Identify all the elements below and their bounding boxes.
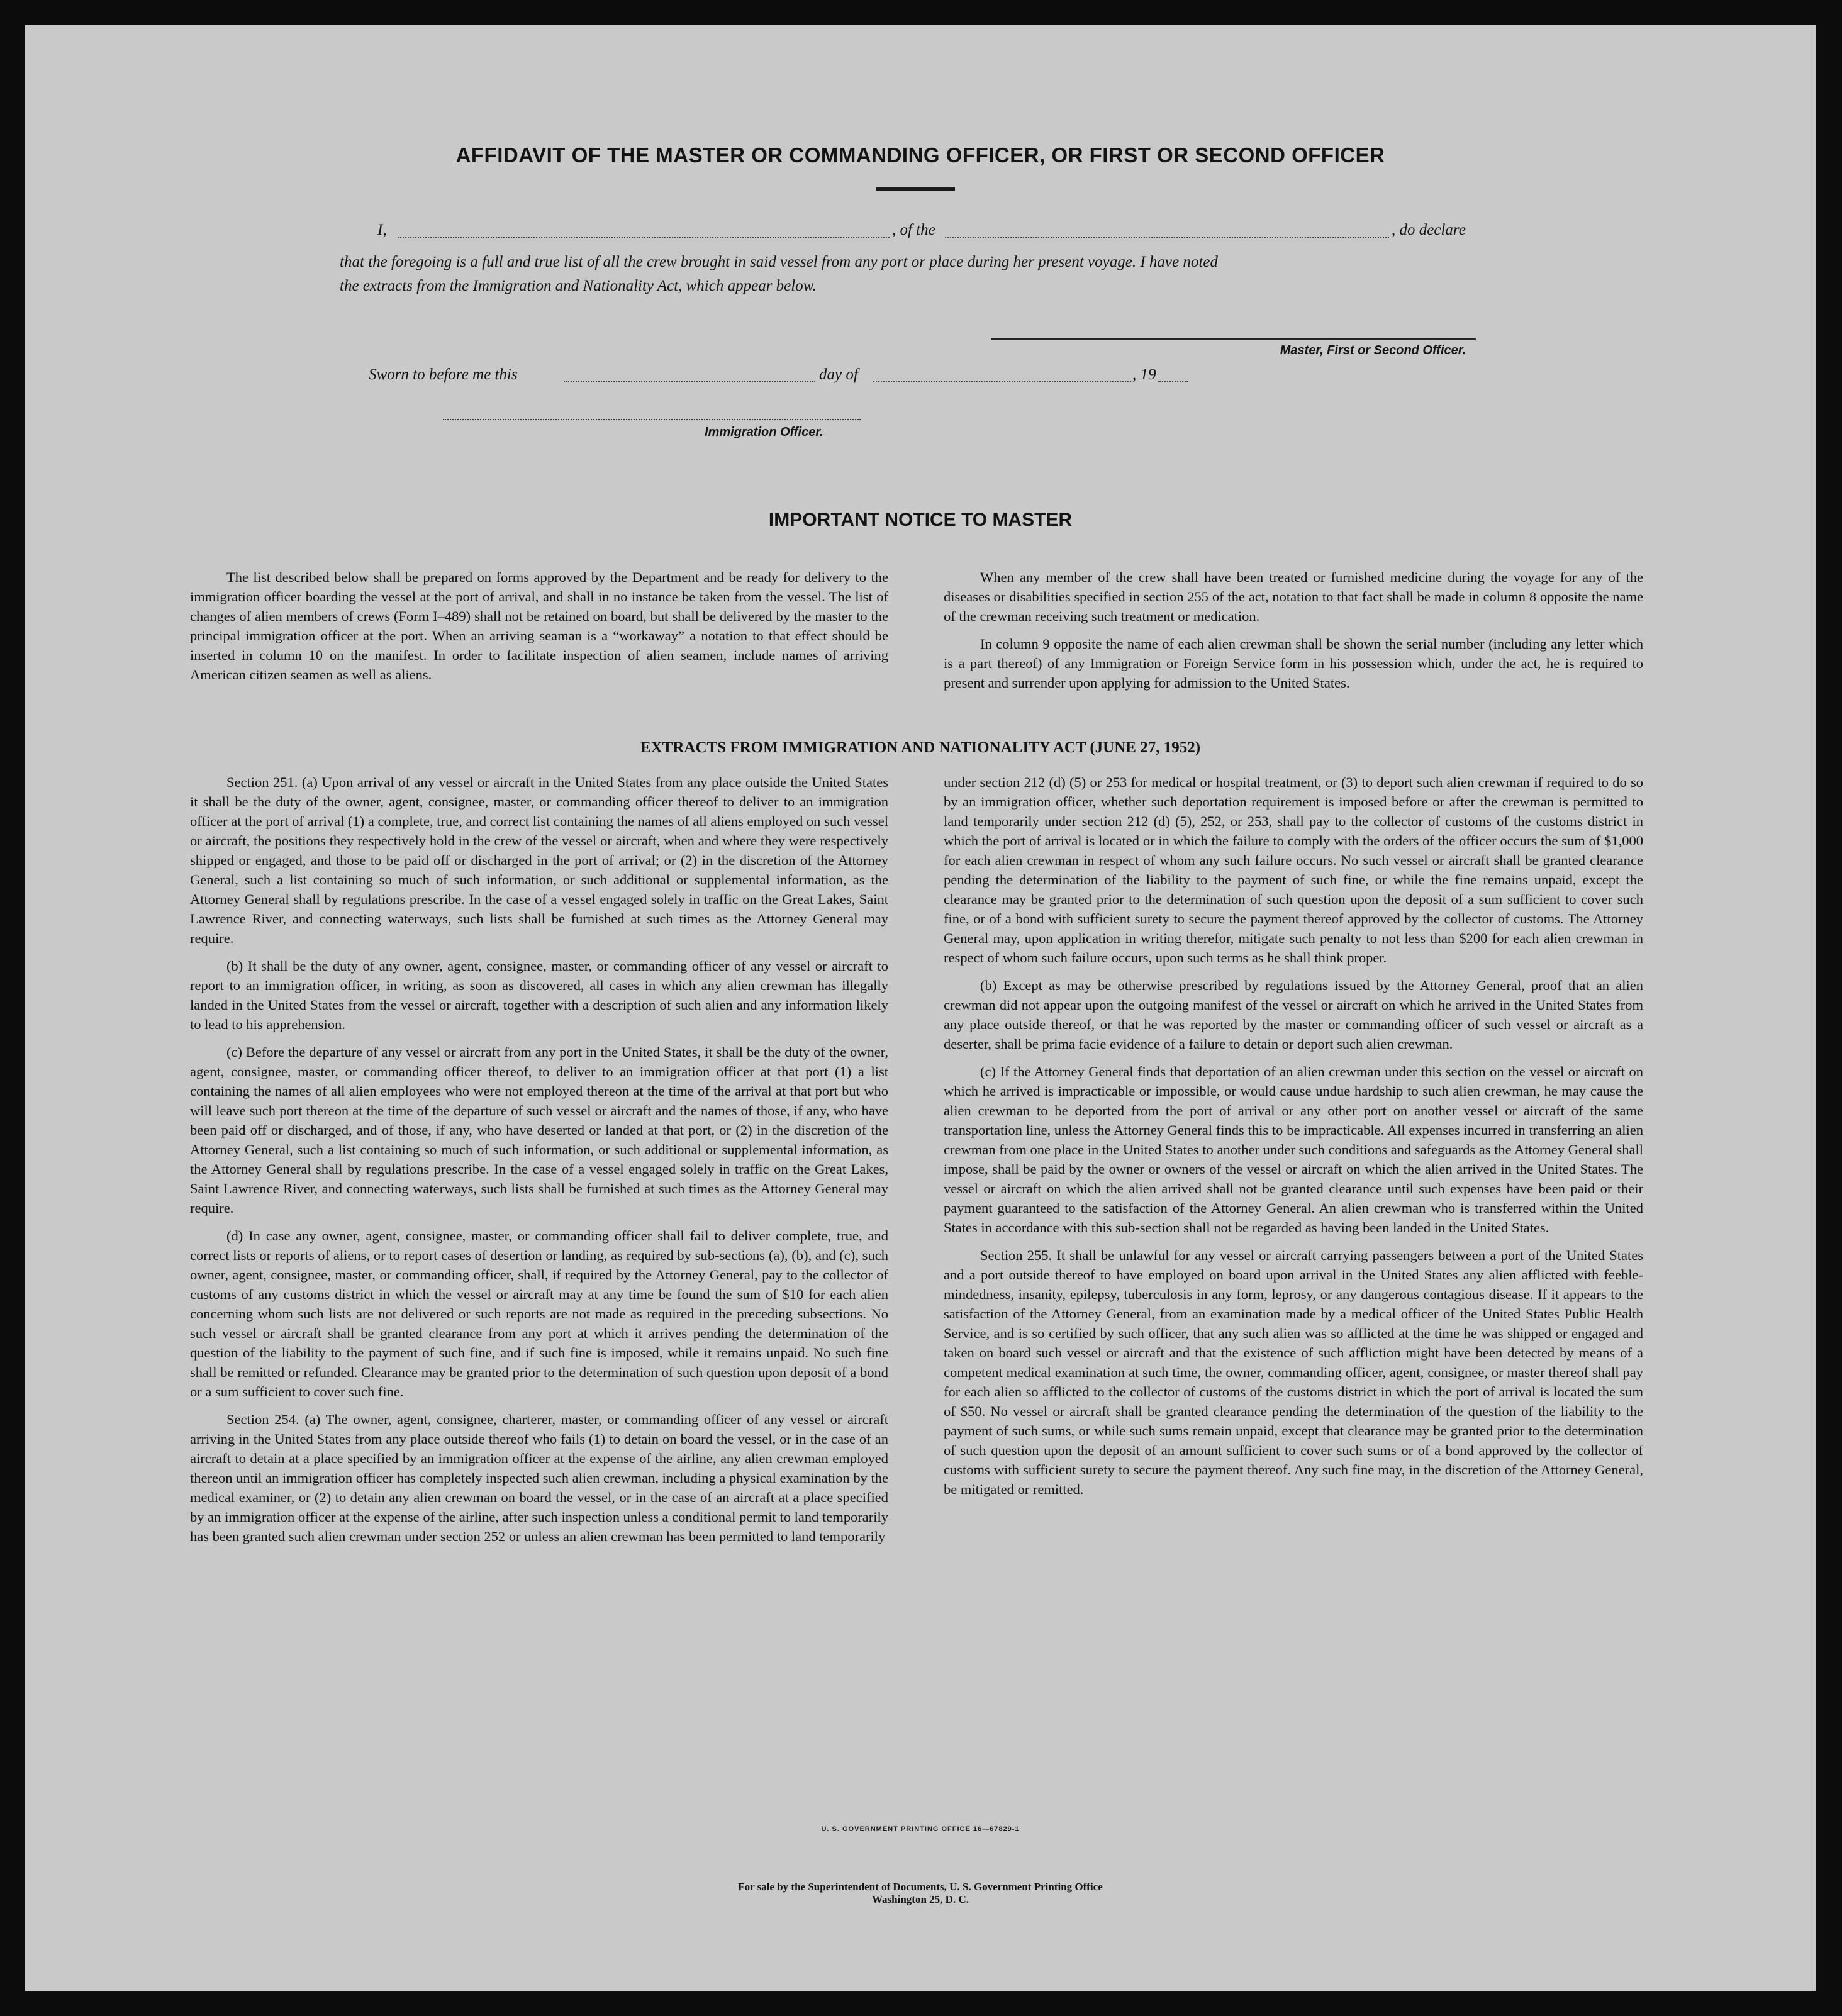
affidavit-title: AFFIDAVIT OF THE MASTER OR COMMANDING OFFICER, OR FIRST OR SECOND OFFICER (455, 143, 1385, 167)
name-field-line[interactable] (398, 237, 890, 238)
gpo-imprint: U. S. GOVERNMENT PRINTING OFFICE 16—67829-1 (821, 1825, 1020, 1833)
master-signature-line[interactable] (991, 338, 1476, 340)
extracts-title: EXTRACTS FROM IMMIGRATION AND NATIONALITY ACT (JUNE 27, 1952) (640, 739, 1201, 756)
title-underline (876, 187, 955, 191)
i-label: I, (377, 221, 387, 238)
section-251-b: (b) It shall be the duty of any owner, agent, consignee, master, or commanding officer of any vessel or aircraft to report to an immigration officer, in writing, as soon as discovered, all cases in which any alien crewman has illegally landed in the United States from the vessel or aircraft, together with a description of such alien and any information likely to lead to his apprehension. (190, 958, 888, 1032)
sworn-label: Sworn to before me this (369, 366, 518, 383)
document-page (25, 25, 1816, 1991)
officer-signature-line[interactable] (443, 419, 861, 420)
master-signature-label: Master, First or Second Officer. (1280, 343, 1466, 357)
sworn-date-field-line[interactable] (564, 381, 815, 382)
notice-right-paragraph-1: When any member of the crew shall have been treated or furnished medicine during the voyage for any of the diseases or disabilities specified in section 255 of the act, notation to that fact shall be made in column 8 opposite the name of the crewman receiving such treatment or medication. (944, 569, 1643, 624)
vessel-field-line[interactable] (945, 237, 1389, 238)
notice-right-column (944, 567, 1643, 701)
notice-right-paragraph-2: In column 9 opposite the name of each alien crewman shall be shown the serial number (including any letter which is a part thereof) of any Immigration or Foreign Service form in his possession which, under the act, he is required to present and surrender upon applying for admission to the United States. (944, 636, 1643, 691)
section-255: Section 255. It shall be unlawful for any vessel or aircraft carrying passengers between a port of the United States and a port outside thereof to have employed on board upon arrival in the United States any alien afflicted with feeble-mindedness, insanity, epilepsy, tuberculosis in any form, leprosy, or any dangerous contagious disease. If it appears to the satisfaction of the Attorney General, from an examination made by a medical officer of the United States Public Health Service, and is so certified by such officer, that any such alien was so afflicted at the time he was shipped or engaged and taken on board such vessel or aircraft and that the existence of such affliction might have been detected by means of a competent medical examination at such time, the owner, commanding officer, agent, consignee, or master thereof shall pay for each alien so afflicted to the collector of customs of the customs district in which the port of arrival is located the sum of $50. No vessel or aircraft shall be granted clearance pending the determination of the question of the liability to the payment of such sums, or while such sums remain unpaid, except that clearance may be granted prior to the determination of such question upon the deposit of an amount sufficient to cover such sums or of a bond approved by the collector of customs with sufficient surety to secure the payment thereof. Any such fine may, in the discretion of the Attorney General, be mitigated or remitted. (944, 1247, 1643, 1497)
notice-title: IMPORTANT NOTICE TO MASTER (768, 510, 1073, 530)
section-254-b: (b) Except as may be otherwise prescribed by regulations issued by the Attorney General, proof that an alien crewman did not appear upon the outgoing manifest of the vessel or aircraft on which he arrived in the United States from any place outside thereof, or that he was reported by the master or commanding officer of such vessel or aircraft as a deserter, shall be prima facie evidence of a failure to detain or deport such alien crewman. (944, 977, 1643, 1052)
extracts-left-column (190, 772, 888, 1554)
year-field-line[interactable] (1158, 381, 1188, 382)
section-254-a-continued: under section 212 (d) (5) or 253 for medical or hospital treatment, or (3) to deport such alien crewman if required to do so by an immigration officer, whether such deportation requirement is imposed before or after the crewman is permitted to land temporarily under section 212 (d) (5), 252, or 253, shall pay to the collector of customs of the customs district in which the port of arrival is located or in which the failure to comply with the orders of the officer occurs the sum of $1,000 for each alien crewman in respect of whom any such failure occurs. No such vessel or aircraft shall be granted clearance pending the determination of the liability to the payment of such fine, or while the fine remains unpaid, except the clearance may be granted prior to the determination of such question upon the deposit of a sum sufficient to cover such fine, or of a bond with sufficient surety to secure the payment thereof approved by the collector of customs. The Attorney General may, upon application in writing therefor, mitigate such penalty to not less than $200 for each alien crewman in respect of whom such failure occurs, upon such terms as he shall think proper. (944, 774, 1643, 966)
of-the-label: , of the (892, 221, 935, 238)
section-254-a: Section 254. (a) The owner, agent, consignee, charterer, master, or commanding officer of any vessel or aircraft arriving in the United States from any place outside thereof who fails (1) to detain on board the vessel, or in the case of an aircraft to detain at a place specified by an immigration officer at the expense of the airline, any alien crewman employed thereon until an immigration officer has completely inspected such alien crewman, including a physical examination by the medical examiner, or (2) to detain any alien crewman on board the vessel, or in the case of an aircraft at a place specified by an immigration officer at the expense of the airline, after such inspection unless a conditional permit to land temporarily has been granted such alien crewman under section 252 or unless an alien crewman has been permitted to land temporarily (190, 1412, 888, 1544)
month-field-line[interactable] (873, 381, 1131, 382)
notice-left-column (190, 567, 888, 693)
notice-left-paragraph: The list described below shall be prepared on forms approved by the Department and be ready for delivery to the immigration officer boarding the vessel at the port of arrival, and shall in no instance be taken from the vessel. The list of changes of alien members of crews (Form I–489) shall not be retained on board, but shall be delivered by the master to the principal immigration officer at the port. When an arriving seaman is a “workaway” a notation to that effect should be inserted in column 10 on the manifest. In order to facilitate inspection of alien seamen, include names of arriving American citizen seamen as well as aliens. (190, 569, 888, 682)
affidavit-statement (340, 250, 1522, 298)
section-254-c: (c) If the Attorney General finds that deportation of an alien crewman under this section on the vessel or aircraft on which he arrived is impracticable or impossible, or would cause undue hardship to such alien crewman, he may cause the alien crewman to be deported from the port of arrival or any other port on another vessel or aircraft of the same transportation line, unless the Attorney General finds this to be impracticable. All expenses incurred in transferring an alien crewman from one place in the United States to another under such conditions and safeguards as the Attorney General shall impose, shall be paid by the owner or owners of the vessel or aircraft on which the alien arrived in the United States. The vessel or aircraft on which the alien arrived shall not be granted clearance until such expenses have been paid or their payment guaranteed to the satisfaction of the Attorney General. An alien crewman who is transferred within the United States in accordance with this sub-section shall not be regarded as having been landed in the United States. (944, 1064, 1643, 1235)
statement-line-1: that the foregoing is a full and true list of all the crew brought in said vessel from any port or place during her present voyage. I have noted (340, 253, 1218, 270)
extracts-right-column (944, 772, 1643, 1507)
sale-notice (25, 1881, 1816, 1906)
section-251-d: (d) In case any owner, agent, consignee, master, or commanding officer shall fail to deliver complete, true, and correct lists or reports of aliens, or to report cases of desertion or landing, as required by sub-sections (a), (b), and (c), such owner, agent, consignee, master, or commanding officer, shall, if required by the Attorney General, pay to the collector of customs of any customs district in which the vessel or aircraft may at any time be found the sum of $10 for each alien concerning whom such lists are not delivered or such reports are not made as required in the preceding subsections. No such vessel or aircraft shall be granted clearance from any port at which it arrives pending the determination of the question of the liability to the payment of such fine, and if such fine is imposed, while it remains unpaid. No such fine shall be remitted or refunded. Clearance may be granted prior to the determination of such question upon deposit of a bond or a sum sufficient to cover such fine. (190, 1228, 888, 1400)
year-label: , 19 (1132, 366, 1156, 383)
section-251-c: (c) Before the departure of any vessel or aircraft from any port in the United States, it shall be the duty of the owner, agent, consignee, master, or commanding officer thereof, to deliver to an immigration officer at that port (1) a list containing the names of all alien employees who were not employed thereon at the time of the arrival at that port but who will leave such port thereon at the time of the departure of such vessel or aircraft and the names of those, if any, who have been paid off or discharged, and of those, if any, who have deserted or landed at that port, or (2) in the discretion of the Attorney General, such a list containing so much of such information, or such additional or supplemental information, as the Attorney General shall by regulations prescribe. In the case of a vessel engaged solely in traffic on the Great Lakes, Saint Lawrence River, and connecting waterways, such lists shall be furnished at such times as the Attorney General may require. (190, 1044, 888, 1216)
officer-signature-label: Immigration Officer. (705, 425, 823, 439)
section-251-a: Section 251. (a) Upon arrival of any vessel or aircraft in the United States from any place outside the United States it shall be the duty of the owner, agent, consignee, master, or commanding officer thereof to deliver to an immigration officer at the port of arrival (1) a complete, true, and correct list containing the names of all aliens employed on such vessel or aircraft, the positions they respectively hold in the crew of the vessel or aircraft, when and where they were respectively shipped or engaged, and those to be paid off or discharged in the port of arrival; or (2) in the discretion of the Attorney General, such a list containing so much of such information, or such additional or supplemental information, as the Attorney General shall by regulations prescribe. In the case of a vessel engaged solely in traffic on the Great Lakes, Saint Lawrence River, and connecting waterways, such lists shall be furnished at such times as the Attorney General may require. (190, 774, 888, 946)
day-of-label: day of (819, 366, 858, 383)
statement-line-2: the extracts from the Immigration and Nationality Act, which appear below. (340, 277, 817, 294)
sale-line-1: For sale by the Superintendent of Documents, U. S. Government Printing Office (738, 1881, 1103, 1893)
sale-line-2: Washington 25, D. C. (872, 1893, 969, 1905)
do-declare-label: , do declare (1392, 221, 1466, 238)
